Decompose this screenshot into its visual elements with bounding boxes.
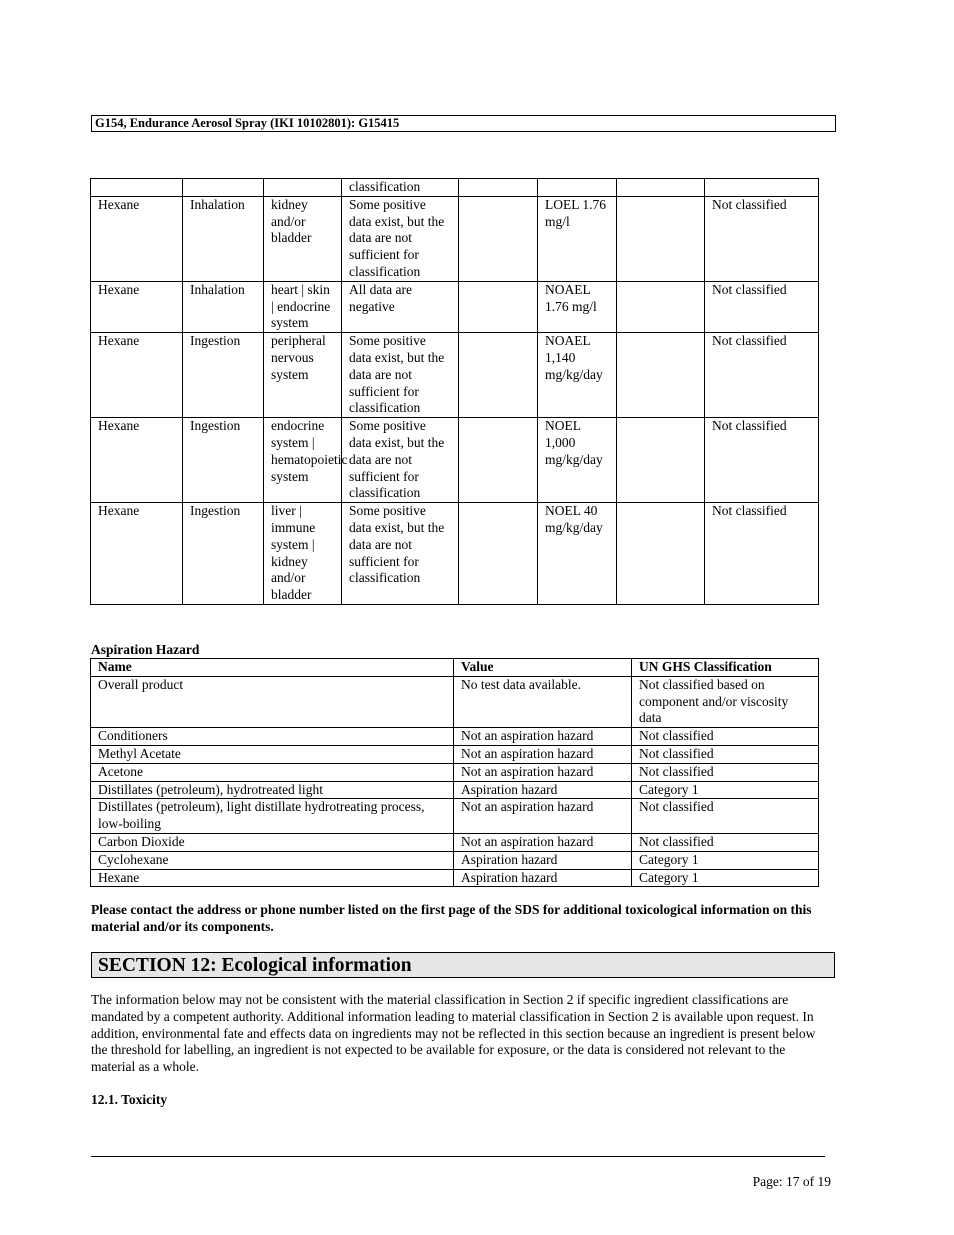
column-header-classification: UN GHS Classification xyxy=(632,659,819,677)
table-row xyxy=(91,418,819,503)
table-cell: Not an aspiration hazard xyxy=(454,833,632,851)
table-cell xyxy=(617,333,705,418)
table-cell: Not classified xyxy=(705,281,819,332)
table-cell xyxy=(459,503,538,605)
table-cell: Hexane xyxy=(91,281,183,332)
table-cell: Aspiration hazard xyxy=(454,781,632,799)
table-cell: Acetone xyxy=(91,763,454,781)
footer-divider xyxy=(91,1156,825,1157)
table-cell xyxy=(459,333,538,418)
table-row xyxy=(91,728,819,746)
table-cell: heart | skin | endocrine system xyxy=(264,281,342,332)
column-header-name: Name xyxy=(91,659,454,677)
table-cell: Distillates (petroleum), light distillate hydrotreating process, low-boiling xyxy=(91,799,454,834)
table-cell: Distillates (petroleum), hydrotreated light xyxy=(91,781,454,799)
table-cell: NOEL 1,000 mg/kg/day xyxy=(538,418,617,503)
page-number: Page: 17 of 19 xyxy=(752,1174,831,1189)
table-row xyxy=(91,281,819,332)
table-cell xyxy=(538,179,617,197)
column-header-value: Value xyxy=(454,659,632,677)
table-header-row xyxy=(91,659,819,677)
table-cell: Aspiration hazard xyxy=(454,851,632,869)
section-12-paragraph: The information below may not be consistent with the material classification in Section 2 if specific ingredient classifications are mandated by a competent authority. Additional information leading to material classification in Section 2 is available upon request. In addition, environmental fate and effects data on ingredients may not be reflected in this section because an ingredient is present below the threshold for labelling, an ingredient is not expected to be available for exposure, or the data is considered not relevant to the material as a whole. xyxy=(91,992,816,1075)
table-cell xyxy=(617,281,705,332)
table-cell: Not an aspiration hazard xyxy=(454,728,632,746)
table-row xyxy=(91,333,819,418)
table-cell: Some positive data exist, but the data are not sufficient for classification xyxy=(342,418,459,503)
table-row xyxy=(91,676,819,727)
table-cell: Some positive data exist, but the data are not sufficient for classification xyxy=(342,333,459,418)
table-cell: Ingestion xyxy=(183,333,264,418)
table-cell: Ingestion xyxy=(183,418,264,503)
table-cell: Not classified xyxy=(632,799,819,834)
toxicity-table xyxy=(90,178,819,605)
table-row xyxy=(91,799,819,834)
aspiration-hazard-title: Aspiration Hazard xyxy=(91,642,200,657)
table-cell: Overall product xyxy=(91,676,454,727)
table-row xyxy=(91,745,819,763)
table-cell: Not classified xyxy=(705,418,819,503)
table-cell: Not classified xyxy=(632,745,819,763)
table-cell: peripheral nervous system xyxy=(264,333,342,418)
table-cell: Category 1 xyxy=(632,851,819,869)
table-row xyxy=(91,179,819,197)
table-cell: All data are negative xyxy=(342,281,459,332)
aspiration-hazard-table xyxy=(90,658,819,887)
table-cell xyxy=(705,179,819,197)
table-cell: endocrine system | hematopoietic system xyxy=(264,418,342,503)
table-cell: Not classified xyxy=(705,196,819,281)
table-cell: Not an aspiration hazard xyxy=(454,763,632,781)
table-cell xyxy=(459,196,538,281)
table-cell xyxy=(459,281,538,332)
table-cell xyxy=(617,503,705,605)
table-cell xyxy=(617,418,705,503)
table-cell: Cyclohexane xyxy=(91,851,454,869)
table-cell: NOEL 40 mg/kg/day xyxy=(538,503,617,605)
table-row xyxy=(91,503,819,605)
table-cell: Hexane xyxy=(91,869,454,887)
table-cell: Conditioners xyxy=(91,728,454,746)
table-cell xyxy=(91,179,183,197)
table-cell xyxy=(459,418,538,503)
table-cell: Not an aspiration hazard xyxy=(454,799,632,834)
table-cell: Ingestion xyxy=(183,503,264,605)
table-cell: Category 1 xyxy=(632,781,819,799)
table-cell: Not classified xyxy=(705,333,819,418)
table-cell: Hexane xyxy=(91,418,183,503)
table-row xyxy=(91,869,819,887)
subsection-toxicity-title: 12.1. Toxicity xyxy=(91,1092,168,1107)
table-cell: Some positive data exist, but the data are not sufficient for classification xyxy=(342,503,459,605)
table-cell: Some positive data exist, but the data are not sufficient for classification xyxy=(342,196,459,281)
table-cell: NOAEL 1,140 mg/kg/day xyxy=(538,333,617,418)
table-cell: classification xyxy=(342,179,459,197)
table-cell: No test data available. xyxy=(454,676,632,727)
table-cell: Not an aspiration hazard xyxy=(454,745,632,763)
table-cell: LOEL 1.76 mg/l xyxy=(538,196,617,281)
table-cell: Carbon Dioxide xyxy=(91,833,454,851)
table-row xyxy=(91,851,819,869)
table-row xyxy=(91,763,819,781)
table-cell: liver | immune system | kidney and/or bladder xyxy=(264,503,342,605)
table-cell xyxy=(183,179,264,197)
table-cell: Hexane xyxy=(91,196,183,281)
table-cell xyxy=(459,179,538,197)
table-cell: Inhalation xyxy=(183,281,264,332)
table-cell: Not classified xyxy=(632,763,819,781)
table-cell: Aspiration hazard xyxy=(454,869,632,887)
table-cell: Not classified xyxy=(632,833,819,851)
table-row xyxy=(91,196,819,281)
table-cell: Hexane xyxy=(91,333,183,418)
table-cell: Not classified xyxy=(705,503,819,605)
table-cell: Hexane xyxy=(91,503,183,605)
table-cell: Inhalation xyxy=(183,196,264,281)
table-row xyxy=(91,781,819,799)
table-cell xyxy=(617,179,705,197)
table-cell: Not classified xyxy=(632,728,819,746)
table-row xyxy=(91,833,819,851)
table-cell xyxy=(617,196,705,281)
document-header: G154, Endurance Aerosol Spray (IKI 10102801): G15415 xyxy=(91,115,836,132)
section-12-heading: SECTION 12: Ecological information xyxy=(91,952,835,978)
table-cell: Category 1 xyxy=(632,869,819,887)
table-cell: Methyl Acetate xyxy=(91,745,454,763)
table-cell: NOAEL 1.76 mg/l xyxy=(538,281,617,332)
table-cell: kidney and/or bladder xyxy=(264,196,342,281)
table-cell xyxy=(264,179,342,197)
table-cell: Not classified based on component and/or viscosity data xyxy=(632,676,819,727)
toxicology-contact-note: Please contact the address or phone number listed on the first page of the SDS for additional toxicological information on this material and/or its components. xyxy=(91,902,812,934)
